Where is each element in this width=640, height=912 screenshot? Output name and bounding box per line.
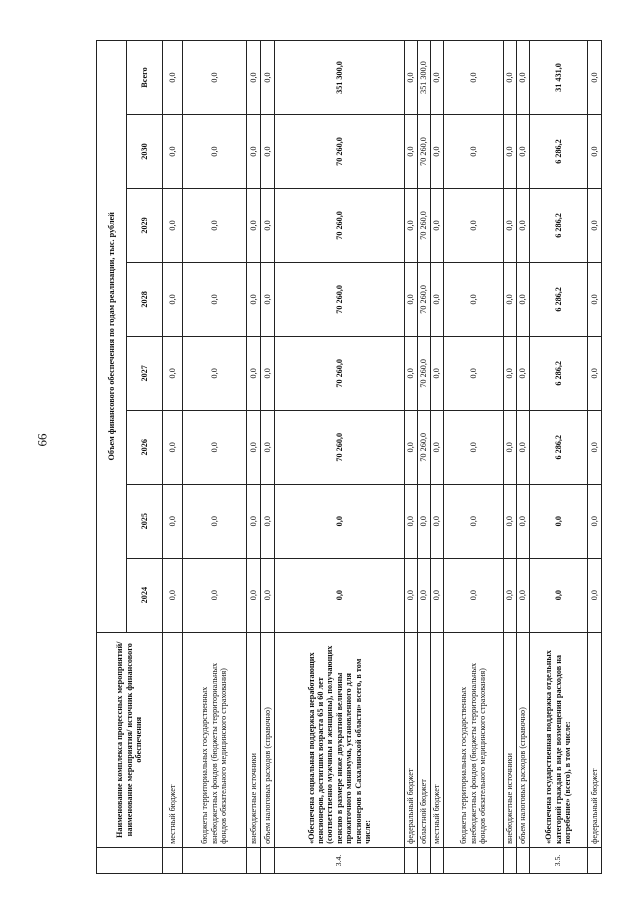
row-value: 70 260,0	[275, 188, 405, 262]
header-year: Всего	[127, 41, 163, 115]
row-value: 0,0	[517, 410, 530, 484]
row-value: 0,0	[247, 41, 261, 115]
row-value: 0,0	[517, 262, 530, 336]
row-value: 70 260,0	[418, 115, 431, 189]
header-year: 2029	[127, 188, 163, 262]
funding-table	[96, 40, 602, 874]
table-row	[517, 41, 530, 874]
row-value: 0,0	[261, 484, 275, 558]
table-row	[163, 41, 183, 874]
row-value: 6 286,2	[530, 115, 588, 189]
row-value: 0,0	[504, 41, 517, 115]
row-value: 0,0	[444, 410, 504, 484]
row-value: 0,0	[275, 484, 405, 558]
row-value: 0,0	[163, 336, 183, 410]
row-value: 31 431,0	[530, 41, 588, 115]
row-value: 0,0	[444, 41, 504, 115]
table-row	[530, 41, 588, 874]
row-number	[261, 847, 275, 873]
row-value: 6 286,2	[530, 188, 588, 262]
row-value: 70 260,0	[275, 262, 405, 336]
row-value: 0,0	[261, 558, 275, 632]
header-year: 2030	[127, 115, 163, 189]
header-year: 2027	[127, 336, 163, 410]
row-value: 0,0	[588, 188, 602, 262]
table-row	[504, 41, 517, 874]
row-value: 0,0	[405, 188, 418, 262]
row-value: 351 300,0	[418, 41, 431, 115]
row-value: 0,0	[261, 41, 275, 115]
row-value: 0,0	[405, 484, 418, 558]
row-number	[517, 847, 530, 873]
row-value: 0,0	[530, 484, 588, 558]
row-value: 0,0	[163, 410, 183, 484]
row-value: 0,0	[431, 336, 444, 410]
row-value: 0,0	[247, 484, 261, 558]
row-value: 0,0	[163, 262, 183, 336]
row-value: 70 260,0	[418, 336, 431, 410]
row-value: 0,0	[183, 484, 247, 558]
row-value: 0,0	[163, 188, 183, 262]
row-value: 70 260,0	[275, 115, 405, 189]
row-value: 0,0	[504, 410, 517, 484]
row-value: 0,0	[431, 558, 444, 632]
row-value: 0,0	[517, 188, 530, 262]
row-value: 0,0	[183, 188, 247, 262]
table-row	[444, 41, 504, 874]
row-value: 6 286,2	[530, 410, 588, 484]
row-name: объем налоговых расходов (справочно)	[261, 632, 275, 847]
row-name: «Обеспечена государственная поддержка отдельных категорий граждан в виде возмещения расходов на погребение» (всего), в том числе:	[530, 632, 588, 847]
row-name: «Обеспечена социальная поддержка неработающих пенсионеров, достигших возраста 65 и 60 лет (соответственно мужчины и женщины), получающих пенсию в размере ниже двукратной величины прожиточного минимума, установленного для пенсионеров в Сахалинской области» всего, в том числе:	[275, 632, 405, 847]
row-value: 0,0	[247, 336, 261, 410]
table-row	[261, 41, 275, 874]
row-number	[444, 847, 504, 873]
row-value: 0,0	[183, 115, 247, 189]
row-value: 0,0	[588, 336, 602, 410]
row-value: 0,0	[517, 115, 530, 189]
row-value: 0,0	[405, 410, 418, 484]
row-value: 0,0	[588, 484, 602, 558]
header-year: 2024	[127, 558, 163, 632]
table-row	[275, 41, 405, 874]
row-value: 0,0	[261, 336, 275, 410]
row-value: 0,0	[247, 410, 261, 484]
row-number	[183, 847, 247, 873]
row-value: 0,0	[163, 41, 183, 115]
row-value: 0,0	[261, 188, 275, 262]
header-year: 2028	[127, 262, 163, 336]
row-value: 0,0	[405, 41, 418, 115]
row-value: 0,0	[504, 558, 517, 632]
row-value: 0,0	[431, 188, 444, 262]
row-value: 0,0	[504, 115, 517, 189]
row-number	[504, 847, 517, 873]
row-value: 0,0	[405, 558, 418, 632]
table-row	[588, 41, 602, 874]
row-value: 70 260,0	[418, 410, 431, 484]
table-row	[247, 41, 261, 874]
row-value: 0,0	[504, 188, 517, 262]
row-value: 0,0	[431, 484, 444, 558]
row-value: 0,0	[504, 484, 517, 558]
row-number: 3.5.	[530, 847, 588, 873]
row-value: 6 286,2	[530, 336, 588, 410]
row-name: местный бюджет	[431, 632, 444, 847]
row-value: 70 260,0	[418, 188, 431, 262]
row-value: 0,0	[431, 41, 444, 115]
row-value: 0,0	[163, 115, 183, 189]
header-group-title: Объем финансового обеспечения по годам реализации, тыс. рублей	[97, 41, 127, 633]
page-number: 66	[34, 433, 50, 447]
row-value: 70 260,0	[275, 336, 405, 410]
row-value: 0,0	[183, 262, 247, 336]
row-number	[431, 847, 444, 873]
table-row	[418, 41, 431, 874]
row-value: 0,0	[530, 558, 588, 632]
row-value: 0,0	[444, 558, 504, 632]
row-value: 0,0	[247, 262, 261, 336]
header-name-col: Наименование комплекса процессных мероприятий/наименование мероприятия/ источник финансового обеспечения	[97, 632, 163, 847]
row-name: бюджеты территориальных государственных внебюджетных фондов (бюджеты территориальных фондов обязательного медицинского страхования)	[183, 632, 247, 847]
row-value: 70 260,0	[418, 262, 431, 336]
row-value: 0,0	[247, 188, 261, 262]
row-value: 0,0	[183, 558, 247, 632]
table-row	[405, 41, 418, 874]
table-body	[163, 41, 602, 874]
row-value: 0,0	[517, 484, 530, 558]
row-value: 0,0	[261, 410, 275, 484]
row-value: 0,0	[588, 262, 602, 336]
row-name: объем налоговых расходов (справочно)	[517, 632, 530, 847]
row-value: 0,0	[418, 558, 431, 632]
row-name: бюджеты территориальных государственных внебюджетных фондов (бюджеты территориальных фондов обязательного медицинского страхования)	[444, 632, 504, 847]
row-value: 0,0	[431, 410, 444, 484]
row-value: 0,0	[504, 336, 517, 410]
row-value: 0,0	[444, 188, 504, 262]
row-value: 0,0	[163, 484, 183, 558]
row-value: 0,0	[517, 558, 530, 632]
row-value: 0,0	[504, 262, 517, 336]
row-value: 70 260,0	[275, 410, 405, 484]
row-value: 0,0	[275, 558, 405, 632]
row-value: 0,0	[444, 262, 504, 336]
row-value: 0,0	[517, 41, 530, 115]
row-value: 0,0	[517, 336, 530, 410]
row-value: 0,0	[183, 41, 247, 115]
row-value: 0,0	[588, 115, 602, 189]
row-value: 0,0	[431, 115, 444, 189]
row-number	[588, 847, 602, 873]
row-value: 0,0	[431, 262, 444, 336]
row-name: федеральный бюджет	[405, 632, 418, 847]
row-number	[163, 847, 183, 873]
header-num	[97, 847, 163, 873]
row-number	[247, 847, 261, 873]
row-value: 0,0	[247, 115, 261, 189]
row-value: 0,0	[163, 558, 183, 632]
row-name: областной бюджет	[418, 632, 431, 847]
row-value: 0,0	[405, 115, 418, 189]
header-year: 2026	[127, 410, 163, 484]
row-number	[405, 847, 418, 873]
row-number	[418, 847, 431, 873]
row-value: 0,0	[183, 410, 247, 484]
row-value: 0,0	[405, 336, 418, 410]
row-name: местный бюджет	[163, 632, 183, 847]
row-value: 6 286,2	[530, 262, 588, 336]
row-value: 0,0	[405, 262, 418, 336]
row-value: 0,0	[588, 41, 602, 115]
header-year: 2025	[127, 484, 163, 558]
table-row	[431, 41, 444, 874]
row-value: 0,0	[588, 558, 602, 632]
table-row	[183, 41, 247, 874]
row-value: 351 300,0	[275, 41, 405, 115]
rotated-table-container	[96, 40, 599, 874]
row-number: 3.4.	[275, 847, 405, 873]
row-value: 0,0	[444, 484, 504, 558]
row-name: внебюджетные источники	[504, 632, 517, 847]
row-value: 0,0	[444, 115, 504, 189]
row-name: внебюджетные источники	[247, 632, 261, 847]
row-value: 0,0	[261, 262, 275, 336]
row-value: 0,0	[588, 410, 602, 484]
row-value: 0,0	[183, 336, 247, 410]
row-value: 0,0	[247, 558, 261, 632]
table-viewport	[96, 40, 599, 874]
row-name: федеральный бюджет	[588, 632, 602, 847]
row-value: 0,0	[444, 336, 504, 410]
row-value: 0,0	[261, 115, 275, 189]
row-value: 0,0	[418, 484, 431, 558]
